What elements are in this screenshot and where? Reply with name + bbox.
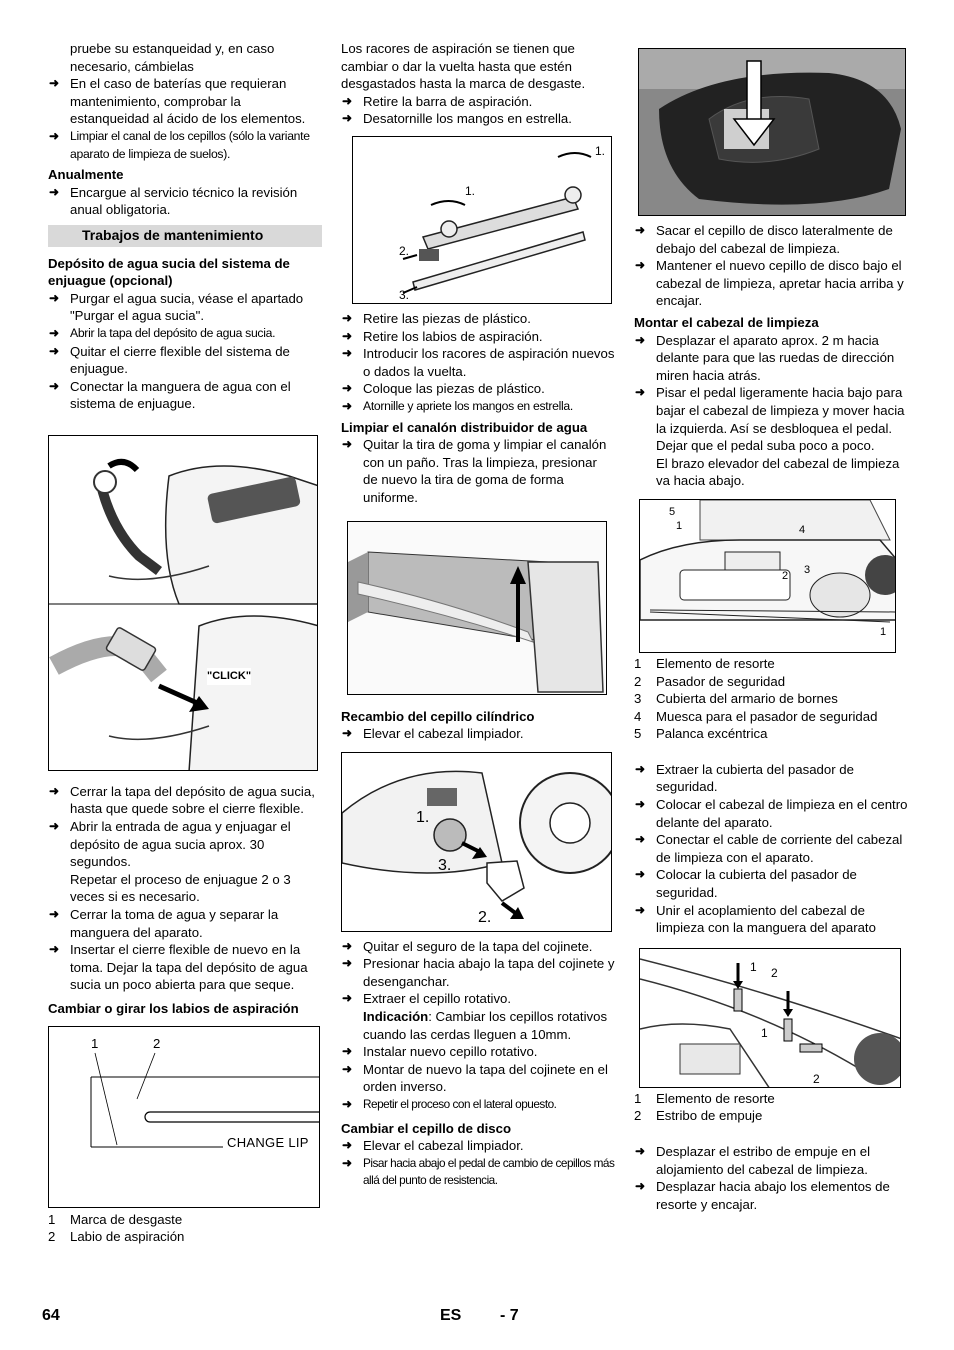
figure-rinse-system	[48, 435, 318, 771]
rinse-illustration	[49, 436, 318, 771]
bullet: ➜ Pisar hacia abajo el pedal de cambio de cepillos más allá del punto de resistencia.	[341, 1155, 615, 1190]
bullet: ➜ Extraer el cepillo rotativo.	[341, 990, 615, 1008]
fig-label: 1	[750, 959, 757, 974]
bullet: ➜ Unir el acoplamiento del cabezal de limpieza con la manguera del aparato	[634, 902, 908, 937]
bullet: ➜ Atornille y apriete los mangos en estrella.	[341, 398, 615, 416]
figure-change-lip	[48, 1026, 320, 1208]
figure-spring-elements	[639, 948, 901, 1088]
bullet: ➜ Abrir la entrada de agua y enjuagar el depósito de agua sucia aprox. 30 segundos.	[48, 818, 322, 871]
text-p0: Los racores de aspiración se tienen que cambiar o dar la vuelta hasta que estén desgastados hasta la marca de desgaste.	[341, 41, 586, 92]
fig-label: 2	[782, 569, 789, 582]
legend-item: 1 Elemento de resorte	[634, 655, 775, 671]
text-p4: El brazo elevador del cabezal de limpieza va hacia abajo.	[656, 455, 900, 489]
bullet: ➜ Quitar el cierre flexible del sistema de enjuague.	[48, 343, 322, 378]
bullet: ➜ Elevar el cabezal limpiador.	[341, 1137, 615, 1155]
bullet: ➜ Instalar nuevo cepillo rotativo.	[341, 1043, 615, 1061]
bullet: ➜ Quitar el seguro de la tapa del cojinete.	[341, 938, 615, 956]
legend-item: 1 Marca de desgaste	[48, 1211, 183, 1227]
figure-roller-brush	[341, 752, 612, 932]
bullet: ➜ Retire los labios de aspiración.	[341, 328, 615, 346]
legend-item: 2 Estribo de empuje	[634, 1108, 763, 1124]
bullet: ➜ Coloque las piezas de plástico.	[341, 380, 615, 398]
heading-montar: Montar el cabezal de limpieza	[634, 314, 819, 330]
bullet: ➜ Montar de nuevo la tapa del cojinete en el orden inverso.	[341, 1061, 615, 1096]
bullet: ➜ Limpiar el canal de los cepillos (sólo la variante aparato de limpieza de suelos).	[48, 128, 322, 163]
heading-cilindrico: Recambio del cepillo cilíndrico	[341, 708, 535, 724]
bullet: ➜ Retire la barra de aspiración.	[341, 93, 615, 111]
figure-water-channel	[347, 521, 607, 695]
bullet: ➜ Repetir el proceso con el lateral opuesto.	[341, 1096, 615, 1114]
bullet: ➜ Encargue al servicio técnico la revisión anual obligatoria.	[48, 184, 322, 219]
text-indicacion: Indicación: Cambiar los cepillos rotativos cuando las cerdas lleguen a 10mm.	[363, 1009, 608, 1042]
legend-item: 2 Labio de aspiración	[48, 1229, 185, 1245]
fig-label: 1	[880, 625, 887, 638]
language-code: ES	[440, 1307, 462, 1324]
legend-item: 1 Elemento de resorte	[634, 1090, 775, 1106]
fig-label: 2.	[399, 243, 410, 258]
fig-number-2: 2	[153, 1035, 161, 1051]
fig-label: 1	[761, 1025, 768, 1040]
heading-canalon: Limpiar el canalón distribuidor de agua	[341, 419, 588, 435]
fig-label: 1.	[595, 143, 606, 158]
bullet: ➜ Desplazar el aparato aprox. 2 m hacia delante para que las ruedas de dirección miren hacia atrás.	[634, 332, 908, 385]
change-lip-label: CHANGE LIP	[227, 1134, 309, 1150]
bullet: ➜ Cerrar la tapa del depósito de agua sucia, hasta que quede sobre el cierre flexible.	[48, 783, 322, 818]
suction-bar-illustration	[353, 137, 612, 304]
fig-label: 3	[804, 563, 811, 576]
bullet: ➜ Desatornille los mangos en estrella.	[341, 110, 615, 128]
fig-label: 2.	[478, 908, 492, 926]
disc-brush-photo	[639, 49, 906, 216]
page-number: 64	[42, 1307, 60, 1324]
legend-item: 5 Palanca excéntrica	[634, 726, 768, 742]
bullet: ➜ Quitar la tira de goma y limpiar el canalón con un paño. Tras la limpieza, presionar de nuevo la tira de goma de forma uniforme.	[341, 436, 615, 506]
column-2	[341, 40, 615, 1190]
bullet: ➜ Retire las piezas de plástico.	[341, 310, 615, 328]
column-3	[634, 48, 908, 1213]
bullet: ➜ Elevar el cabezal limpiador.	[341, 725, 615, 743]
fig-label: 3.	[399, 287, 410, 302]
bullet: ➜ Insertar el cierre flexible de nuevo en la toma. Dejar la tapa del depósito de agua sucia un poco abierta para que seque.	[48, 941, 322, 994]
lip-illustration	[49, 1027, 320, 1208]
bullet: ➜ Conectar el cable de corriente del cabezal de limpieza con el aparato.	[634, 831, 908, 866]
bullet: ➜ En el caso de baterías que requieran mantenimiento, comprobar la estanqueidad al ácido de los elementos.	[48, 75, 322, 128]
heading-deposito: Depósito de agua sucia del sistema de enjuague (opcional)	[48, 255, 290, 289]
bullet: ➜ Abrir la tapa del depósito de agua sucia.	[48, 325, 322, 343]
heading-labios: Cambiar o girar los labios de aspiración	[48, 1001, 299, 1016]
heading-disco: Cambiar el cepillo de disco	[341, 1120, 512, 1136]
bullet: ➜ Presionar hacia abajo la tapa del cojinete y desenganchar.	[341, 955, 615, 990]
bullet: ➜ Sacar el cepillo de disco lateralmente de debajo del cabezal de limpieza.	[634, 222, 908, 257]
bullet: ➜ Desplazar hacia abajo los elementos de resorte y encajar.	[634, 1178, 908, 1213]
bullet: ➜ Purgar el agua sucia, véase el apartado "Purgar el agua sucia".	[48, 290, 322, 325]
page-footer	[42, 1307, 908, 1329]
roller-brush-illustration	[342, 753, 612, 932]
bullet: ➜ Desplazar el estribo de empuje en el alojamiento del cabezal de limpieza.	[634, 1143, 908, 1178]
bullet: ➜ Conectar la manguera de agua con el sistema de enjuague.	[48, 378, 322, 413]
heading-anualmente: Anualmente	[48, 167, 124, 183]
fig-label: 5	[669, 505, 676, 518]
legend-item: 4 Muesca para el pasador de seguridad	[634, 708, 878, 724]
section-bar: Trabajos de mantenimiento	[48, 225, 322, 247]
bullet: ➜ Mantener el nuevo cepillo de disco bajo el cabezal de limpieza, apretar hacia arriba y encajar.	[634, 257, 908, 310]
bullet: ➜ Introducir los racores de aspiración nuevos o dados la vuelta.	[341, 345, 615, 380]
text-p0: pruebe su estanqueidad y, en caso necesario, cámbielas	[70, 41, 275, 74]
fig-label: 1	[676, 519, 683, 532]
bullet: ➜ Cerrar la toma de agua y separar la manguera del aparato.	[48, 906, 322, 941]
fig-label: 2	[771, 965, 778, 980]
column-1	[48, 40, 322, 1246]
fig-label: 4	[799, 523, 806, 536]
water-channel-illustration	[348, 522, 607, 695]
figure-suction-bar	[352, 136, 612, 304]
fig-label: 2	[813, 1071, 820, 1086]
fig-label: 1.	[416, 808, 430, 826]
figure-cleaning-head	[639, 499, 896, 653]
click-label: "CLICK"	[207, 668, 251, 686]
sub-page-number: - 7	[500, 1307, 519, 1324]
bullet: ➜ Extraer la cubierta del pasador de seguridad.	[634, 761, 908, 796]
bullet: ➜ Pisar el pedal ligeramente hacia bajo para bajar el cabezal de limpieza y mover hacia la izquierda. Así se desbloquea el pedal. Dejar que el pedal suba poco a poco.	[634, 384, 908, 454]
bullet: ➜ Colocar el cabezal de limpieza en el centro delante del aparato.	[634, 796, 908, 831]
text-p9: Repetar el proceso de enjuague 2 o 3 veces si es necesario.	[70, 871, 291, 905]
fig-label: 3.	[438, 856, 452, 874]
fig-number-1: 1	[91, 1035, 99, 1051]
fig-label: 1.	[465, 183, 476, 198]
bullet: ➜ Colocar la cubierta del pasador de seguridad.	[634, 866, 908, 901]
legend-item: 2 Pasador de seguridad	[634, 673, 786, 689]
legend-item: 3 Cubierta del armario de bornes	[634, 691, 838, 707]
figure-disc-brush-photo	[638, 48, 906, 216]
